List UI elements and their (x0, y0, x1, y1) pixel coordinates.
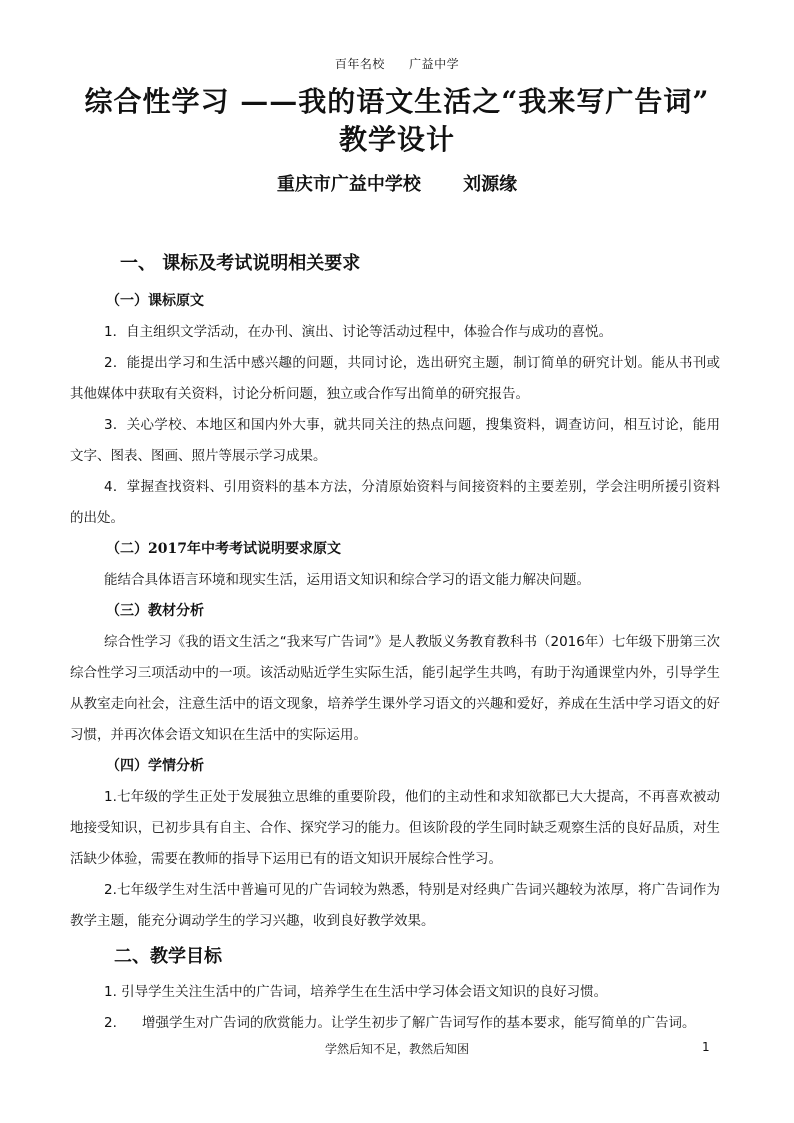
sub1-item-1: 1．自主组织文学活动，在办刊、演出、讨论等活动过程中，体验合作与成功的喜悦。 (104, 324, 613, 340)
sub3-text: 综合性学习《我的语文生活之“我来写广告词”》是人教版义务教育教科书（2016年）七年级下册第三次综合性学习三项活动中的一项。该活动贴近学生实际生活，能引起学生共鸣，有助于沟通课堂内外，引导学生从教室走向社会，注意生活中的语文现象，培养学生课外学习语文的兴趣和爱好，养成在生活中学习语文的好习惯，并再次体会语文知识在生活中的实际运用。 (70, 634, 720, 743)
author-school: 重庆市广益中学校 (276, 174, 421, 195)
header-school-b: 广益中学 (409, 57, 460, 71)
goal-1: 1. 引导学生关注生活中的广告词，培养学生在生活中学习体会语文知识的良好习惯。 (104, 984, 608, 1000)
header-school-a: 百年名校 (334, 57, 385, 71)
sub1-item-3: 3．关心学校、本地区和国内外大事，就共同关注的热点问题，搜集资料，调查访问，相互讨论，能用文字、图表、图画、照片等展示学习成果。 (70, 417, 720, 464)
goal-2-number: 2. (104, 1015, 117, 1031)
sub4-item-1: 1.七年级的学生正处于发展独立思维的重要阶段，他们的主动性和求知欲都已大大提高，不再喜欢被动地接受知识，已初步具有自主、合作、探究学习的能力。但该阶段的学生同时缺乏观察生活的良好品质，对生活缺少体验，需要在教师的指导下运用已有的语文知识开展综合性学习。 (70, 789, 720, 867)
sub3-heading: （三）教材分析 (106, 603, 204, 619)
author-name: 刘源缘 (463, 174, 518, 195)
document-title: 综合性学习 ——我的语文生活之“我来写广告词” (84, 85, 710, 118)
sub2-text: 能结合具体语言环境和现实生活，运用语文知识和综合学习的语文能力解决问题。 (104, 572, 590, 588)
section1-heading: 一、 课标及考试说明相关要求 (120, 253, 361, 274)
author-line (0, 170, 794, 196)
sub1-item-4: 4．掌握查找资料、引用资料的基本方法，分清原始资料与间接资料的主要差别，学会注明所援引资料的出处。 (70, 479, 720, 526)
section2-heading: 二、教学目标 (114, 946, 222, 967)
document-body (70, 248, 720, 1039)
page-number: 1 (702, 1040, 710, 1054)
sub4-item-2: 2.七年级学生对生活中普遍可见的广告词较为熟悉，特别是对经典广告词兴趣较为浓厚，将广告词作为教学主题，能充分调动学生的学习兴趣，收到良好教学效果。 (70, 882, 720, 929)
sub4-heading: （四）学情分析 (106, 758, 204, 774)
document-subtitle: 教学设计 (338, 123, 455, 156)
goal-2-text: 增强学生对广告词的欣赏能力。让学生初步了解广告词写作的基本要求，能写简单的广告词。 (142, 1015, 696, 1031)
footer-motto: 学然后知不足，教然后知困 (324, 1042, 469, 1056)
sub2-heading: （二）2017年中考考试说明要求原文 (106, 541, 341, 557)
sub1-heading: （一）课标原文 (106, 293, 204, 309)
page-header (0, 55, 794, 72)
sub1-item-2: 2．能提出学习和生活中感兴趣的问题，共同讨论，选出研究主题，制订简单的研究计划。能从书刊或其他媒体中获取有关资料，讨论分析问题，独立或合作写出简单的研究报告。 (70, 355, 720, 402)
goal-2 (104, 1008, 720, 1039)
